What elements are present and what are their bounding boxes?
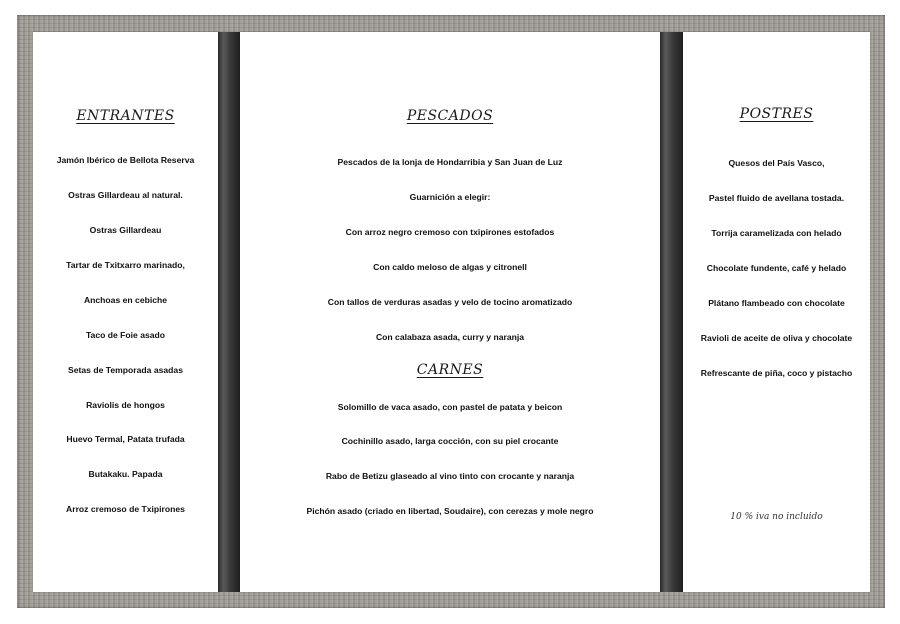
pescados-item: Con caldo meloso de algas y citronell [373,262,527,272]
entrantes-item: Jamón Ibérico de Bellota Reserva [56,155,195,165]
entrantes-item: Anchoas en cebiche [83,295,168,305]
entrantes-item: Ostras Gillardeau al natural. [68,190,183,200]
carnes-item: Rabo de Betizu glaseado al vino tinto con crocante y naranja [325,471,575,481]
pescados-item: Pescados de la lonja de Hondarribia y San Juan de Luz [337,157,563,167]
entrantes-item: Setas de Temporada asadas [68,365,183,375]
pescados-heading: PESCADOS [406,108,494,124]
panel-entrantes [33,32,218,592]
entrantes-item: Arroz cremoso de Txipirones [66,504,185,514]
postres-item: Ravioli de aceite de oliva y chocolate [700,333,853,343]
menu-spine-right [660,32,683,592]
pescados-item: Con arroz negro cremoso con txipirones estofados [345,227,555,237]
entrantes-heading: ENTRANTES [76,108,175,124]
pescados-item: Con calabaza asada, curry y naranja [375,332,525,342]
panel-postres [683,32,870,592]
carnes-item: Cochinillo asado, larga cocción, con su piel crocante [341,436,559,446]
entrantes-item: Butakaku. Papada [88,469,163,479]
postres-item: Plátano flambeado con chocolate [708,298,845,308]
postres-item: Refrescante de piña, coco y pistacho [700,368,853,378]
carnes-heading: CARNES [416,362,484,378]
carnes-item: Pichón asado (criado en libertad, Soudaire), con cerezas y mole negro [306,506,594,516]
entrantes-item: Ostras Gillardeau [89,225,162,235]
panel-pescados-carnes [240,32,660,592]
pescados-item: Con tallos de verduras asadas y velo de tocino aromatizado [327,297,573,307]
postres-heading: POSTRES [739,106,814,122]
postres-item: Chocolate fundente, café y helado [706,263,847,273]
entrantes-item: Taco de Foie asado [85,330,166,340]
postres-item: Torrija caramelizada con helado [711,228,842,238]
postres-item: Quesos del País Vasco, [728,158,825,168]
carnes-item: Solomillo de vaca asado, con pastel de patata y beicon [337,402,563,412]
postres-item: Pastel fluido de avellana tostada. [708,193,845,203]
entrantes-item: Huevo Termal, Patata trufada [66,434,185,444]
menu-spine-left [218,32,240,592]
entrantes-item: Raviolis de hongos [86,400,165,410]
entrantes-item: Tartar de Txitxarro marinado, [66,260,185,270]
pescados-item: Guarnición a elegir: [409,192,491,202]
tax-note: 10 % iva no incluido [730,512,823,522]
